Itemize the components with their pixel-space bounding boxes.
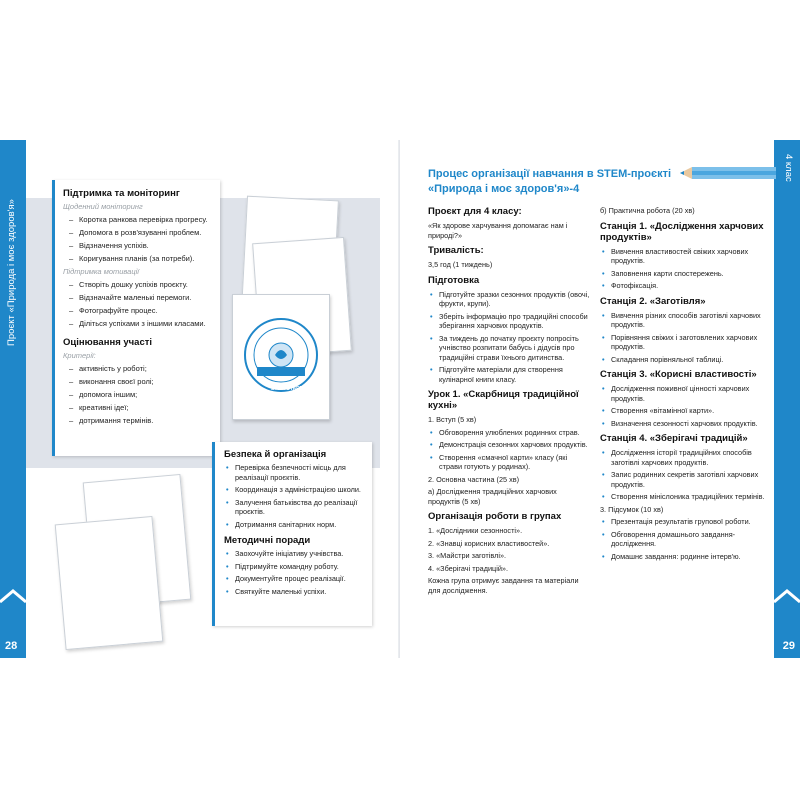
list-item: – Відзначення успіхів. <box>69 239 220 252</box>
list-item: • За тиждень до початку проєкту попросіть учнівство розпитати бабусь і дідусів про традиційні страви їхнього дитинства. <box>428 334 590 363</box>
title-line-1: Процес організації навчання в STEM-проєкті <box>428 168 672 180</box>
list-item: • Презентація результатів групової роботи. <box>600 517 770 527</box>
list-item: 4. «Зберігачі традицій». <box>428 563 509 573</box>
list-item: • Обговорення улюблених родинних страв. <box>428 428 590 438</box>
list-item: • Домашнє завдання: родинне інтерв'ю. <box>600 552 770 562</box>
list-item: – Допомога в розв'язуванні проблем. <box>69 226 220 239</box>
pencil-icon <box>680 164 776 182</box>
list-item: • Дотримання санітарних норм. <box>224 520 368 530</box>
list-item: – виконання своєї ролі; <box>69 375 220 388</box>
station-2-list <box>600 311 770 365</box>
support-title: Підтримка та моніторинг <box>63 188 180 199</box>
safety-title: Безпека й організація <box>224 449 327 460</box>
left-sidebar <box>0 140 26 658</box>
groups-title: Організація роботи в групах <box>428 511 562 522</box>
right-column-1 <box>428 206 590 598</box>
list-item: – Фотографуйте процес. <box>69 304 220 317</box>
intro-list <box>428 428 590 472</box>
right-sidebar-text: 4 клас <box>783 154 794 182</box>
left-page <box>0 140 400 658</box>
summary-list <box>600 517 770 561</box>
main-label: 2. Основна частина (25 хв) <box>428 474 520 484</box>
lesson-title: Урок 1. «Скарбниця традиційної кухні» <box>428 389 579 411</box>
list-item: • Заповнення карти спостережень. <box>600 269 770 279</box>
list-item: – Створіть дошку успіхів проєкту. <box>69 278 220 291</box>
list-item: • Підготуйте зразки сезонних продуктів (овочі, фрукти, крупи). <box>428 290 590 309</box>
daily-list <box>63 213 220 265</box>
project-question: «Як здорове харчування допомагає нам і природі?» <box>428 221 568 240</box>
list-item: – Коригування планів (за потреби). <box>69 252 220 265</box>
duration-value: 3,5 год (1 тиждень) <box>428 260 493 269</box>
list-item: • Визначення сезонності харчових продуктів. <box>600 419 770 429</box>
main-part-a: а) Дослідження традиційних харчових продуктів (5 хв) <box>428 487 557 506</box>
chevron-up-icon <box>774 586 800 606</box>
list-item: • Складання порівняльної таблиці. <box>600 355 770 365</box>
station-4-list <box>600 448 770 502</box>
safety-box <box>212 442 372 626</box>
daily-monitoring-label: Щоденний моніторинг <box>63 202 143 211</box>
motivation-label: Підтримка мотивації <box>63 267 139 276</box>
station-1-list <box>600 247 770 291</box>
list-item: • Створення «вітамінної карти». <box>600 406 770 416</box>
list-item: • Координація з адміністрацією школи. <box>224 485 368 495</box>
list-item: 1. «Дослідники сезонності». <box>428 526 523 535</box>
page-title <box>428 167 683 197</box>
criteria-list <box>63 362 220 427</box>
list-item: – Діліться успіхами з іншими класами. <box>69 317 220 330</box>
list-item: • Демонстрація сезонних харчових продуктів. <box>428 440 590 450</box>
list-item: – Відзначайте маленькі перемоги. <box>69 291 220 304</box>
duration-title: Тривалість: <box>428 245 484 256</box>
page-number-right: 29 <box>782 640 795 652</box>
paper-card <box>232 294 330 420</box>
station-1-title: Станція 1. «Дослідження харчових продуктів» <box>600 220 764 243</box>
support-box <box>52 180 220 456</box>
tips-list <box>224 549 368 596</box>
list-item: • Обговорення домашнього завдання-дослідження. <box>600 530 770 549</box>
safety-list <box>224 463 368 529</box>
intro-label: 1. Вступ (5 хв) <box>428 415 477 424</box>
list-item: – Коротка ранкова перевірка прогресу. <box>69 213 220 226</box>
tips-title: Методичні поради <box>224 535 311 546</box>
project-title: Проєкт для 4 класу: <box>428 206 522 217</box>
list-item: • Дослідження поживної цінності харчових продуктів. <box>600 384 770 403</box>
list-item: • Підготуйте матеріали для створення кулінарної книги класу. <box>428 365 590 384</box>
list-item: • Вивчення різних способів заготівлі харчових продуктів. <box>600 311 770 330</box>
list-item: • Запис родинних секретів заготівлі харчових продуктів. <box>600 470 770 489</box>
summary-label: 3. Підсумок (10 хв) <box>600 504 664 514</box>
list-item: • Підтримуйте командну роботу. <box>224 562 368 572</box>
list-item: • Дослідження історії традиційних способів заготівлі харчових продуктів. <box>600 448 770 467</box>
list-item: • Документуйте процес реалізації. <box>224 574 368 584</box>
list-item: • Порівняння свіжих і заготовлених харчових продуктів. <box>600 333 770 352</box>
groups-note: Кожна група отримує завдання та матеріали для дослідження. <box>428 576 579 595</box>
station-3-title: Станція 3. «Корисні властивості» <box>600 369 757 380</box>
stamp-icon <box>241 315 321 395</box>
list-item: 3. «Майстри заготівлі». <box>428 551 507 560</box>
list-item: – креативні ідеї; <box>69 401 220 414</box>
station-3-list <box>600 384 770 428</box>
paper-card <box>55 516 164 650</box>
criteria-label: Критерії: <box>63 351 96 360</box>
list-item: • Заохочуйте ініціативу учнівства. <box>224 549 368 559</box>
list-item: • Вивчення властивостей свіжих харчових продуктів. <box>600 247 770 266</box>
station-4-title: Станція 4. «Зберігачі традицій» <box>600 433 748 444</box>
list-item: – активність у роботі; <box>69 362 220 375</box>
chevron-up-icon <box>0 586 26 606</box>
list-item: • Залучення батьківства до реалізації проєктів. <box>224 498 368 517</box>
list-item: • Перевірка безпечності місць для реалізації проєктів. <box>224 463 368 482</box>
list-item: 2. «Знавці корисних властивостей». <box>428 538 550 548</box>
list-item: • Створення мініслоника традиційних термінів. <box>600 492 770 502</box>
list-item: • Створення «смачної карти» класу (які страви готують у родинах). <box>428 453 590 472</box>
right-column-2 <box>600 206 770 564</box>
list-item: • Зберіть інформацію про традиційні способи зберігання харчових продуктів. <box>428 312 590 331</box>
practical-label: б) Практична робота (20 хв) <box>600 206 695 215</box>
page-number-left: 28 <box>5 640 18 652</box>
evaluation-title: Оцінювання участі <box>63 337 153 348</box>
list-item: – дотримання термінів. <box>69 414 220 427</box>
list-item: • Фотофіксація. <box>600 281 770 291</box>
stamp-text: STEM-START <box>271 386 303 392</box>
station-2-title: Станція 2. «Заготівля» <box>600 295 706 307</box>
left-sidebar-text: Проєкт «Природа і моє здоров'я» <box>6 199 17 346</box>
prep-title: Підготовка <box>428 274 480 286</box>
prep-list <box>428 290 590 385</box>
right-sidebar <box>774 140 800 658</box>
title-line-2: «Природа і моє здоров'я»-4 <box>428 183 580 195</box>
motivation-list <box>63 278 220 330</box>
list-item: – допомога іншим; <box>69 388 220 401</box>
list-item: • Святкуйте маленькі успіхи. <box>224 587 368 597</box>
groups-list <box>428 526 590 573</box>
